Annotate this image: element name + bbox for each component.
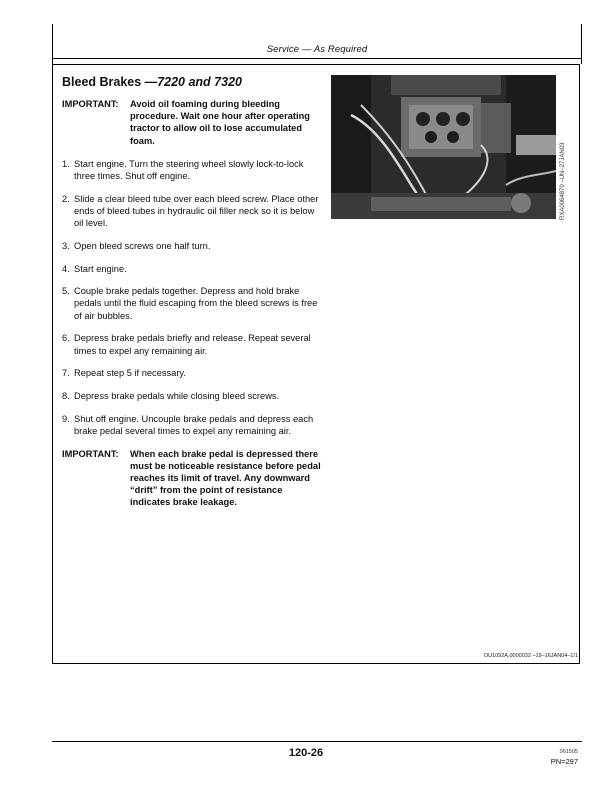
section-title-models: 7220 and 7320 [157, 75, 242, 89]
procedure-text [62, 98, 324, 520]
important-note-2 [62, 448, 324, 509]
step-7 [62, 367, 324, 379]
step-number: 4. [62, 263, 70, 274]
important-label: IMPORTANT: [62, 99, 119, 109]
section-title [62, 75, 242, 89]
step-text: Depress brake pedals briefly and release. Repeat several times to expel any remaining air. [74, 333, 311, 356]
important-label: IMPORTANT: [62, 448, 119, 459]
step-2 [62, 193, 324, 230]
section-title-main: Bleed Brakes — [62, 75, 158, 89]
photo-id [560, 76, 572, 220]
step-number: 3. [62, 240, 70, 251]
document-reference: OU1092A,0000032 –19–16JAN04–1/1 [483, 653, 578, 659]
step-text: Start engine. [74, 263, 127, 274]
step-text: Repeat step 5 if necessary. [74, 368, 186, 379]
step-number: 2. [62, 193, 70, 204]
step-text: Open bleed screws one half turn. [74, 240, 211, 251]
step-number: 1. [62, 158, 70, 169]
step-text: Slide a clear bleed tube over each bleed screw. Place other ends of bleed tubes in hydraulic oil filler neck so it is below oil level. [74, 193, 319, 229]
step-text: Depress brake pedals while closing bleed screws. [74, 390, 280, 401]
step-number: 7. [62, 368, 70, 379]
pn-number: PN=297 [550, 757, 578, 766]
print-date: 061505 [559, 749, 578, 755]
step-number: 9. [62, 413, 70, 424]
important-note-1 [62, 98, 324, 147]
step-text: Couple brake pedals together. Depress and hold brake pedals until the fluid escaping from the bleed screws is free of air bubbles. [74, 286, 318, 321]
engine-photo-illustration [331, 75, 556, 219]
footer-rule [52, 741, 582, 742]
step-number: 8. [62, 390, 70, 401]
step-5 [62, 285, 324, 322]
step-number: 6. [62, 333, 70, 344]
page-number: 120-26 [288, 747, 324, 759]
step-text: Shut off engine. Uncouple brake pedals and depress each brake pedal several times to expel any remaining air. [74, 413, 314, 436]
running-header: Service — As Required [266, 44, 368, 55]
step-number: 5. [62, 286, 70, 297]
step-8 [62, 390, 324, 402]
photo-id-text: RXA0064870 –UN–27JAN03 [560, 142, 566, 220]
important-text: Avoid oil foaming during bleeding procedure. Wait one hour after operating tractor to allow oil to lose accumulated foam. [130, 99, 310, 146]
step-6 [62, 332, 324, 356]
step-9 [62, 413, 324, 437]
step-3 [62, 240, 324, 252]
step-4 [62, 263, 324, 275]
brake-valve-photo [331, 75, 556, 219]
step-text: Start engine. Turn the steering wheel slowly lock-to-lock three times. Shut off engine. [74, 158, 304, 182]
important-text: When each brake pedal is depressed there must be noticeable resistance before pedal reaches its limit of travel. Any downward “drift” from the point of resistance indicates brake leakage. [130, 448, 321, 508]
step-1 [62, 158, 324, 182]
header-rule [52, 58, 582, 59]
